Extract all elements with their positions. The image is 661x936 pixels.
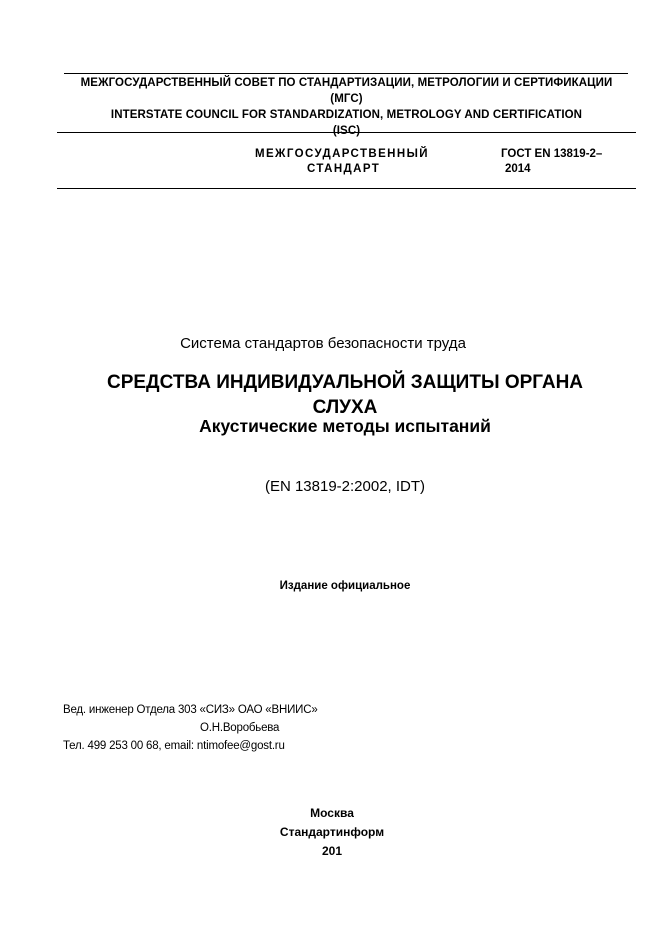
standard-label-line1: МЕЖГОСУДАРСТВЕННЫЙ [255,148,429,160]
standard-number-line1: ГОСТ EN 13819-2– [501,148,603,160]
top-rule [64,73,628,74]
edition-note: Издание официальное [279,580,411,592]
contact-person: О.Н.Воробьева [200,722,280,734]
publication-city: Москва [310,806,354,820]
standard-bottom-rule [57,188,636,189]
document-title [0,370,661,420]
council-name-ru: МЕЖГОСУДАРСТВЕННЫЙ СОВЕТ ПО СТАНДАРТИЗАЦИИ, МЕТРОЛОГИИ И СЕРТИФИКАЦИИ [80,77,613,89]
contact-phone-email: Тел. 499 253 00 68, email: ntimofee@gost.ru [63,740,285,752]
standards-system: Система стандартов безопасности труда [180,335,466,352]
council-bottom-rule [57,132,636,133]
council-header [57,75,636,139]
council-abbr-ru: (МГС) [330,93,363,105]
publication-footer [0,804,661,861]
contact-block [63,701,443,755]
document-subtitle: Акустические методы испытаний [199,416,491,436]
council-name-en: INTERSTATE COUNCIL FOR STANDARDIZATION, METROLOGY AND CERTIFICATION [110,109,583,121]
standard-label [255,147,455,177]
publication-year: 201 [321,844,343,858]
standard-number [501,147,631,177]
document-title-line2: СЛУХА [312,397,378,418]
standard-label-line2: СТАНДАРТ [307,163,381,175]
standard-number-line2: 2014 [505,163,531,175]
publisher-name: Стандартинформ [279,825,385,839]
contact-position: Вед. инженер Отдела 303 «СИЗ» ОАО «ВНИИС» [63,704,318,716]
en-reference: (EN 13819-2:2002, IDT) [264,478,426,495]
document-title-line1: СРЕДСТВА ИНДИВИДУАЛЬНОЙ ЗАЩИТЫ ОРГАНА [106,372,584,393]
council-abbr-en: (ISC) [332,125,361,137]
